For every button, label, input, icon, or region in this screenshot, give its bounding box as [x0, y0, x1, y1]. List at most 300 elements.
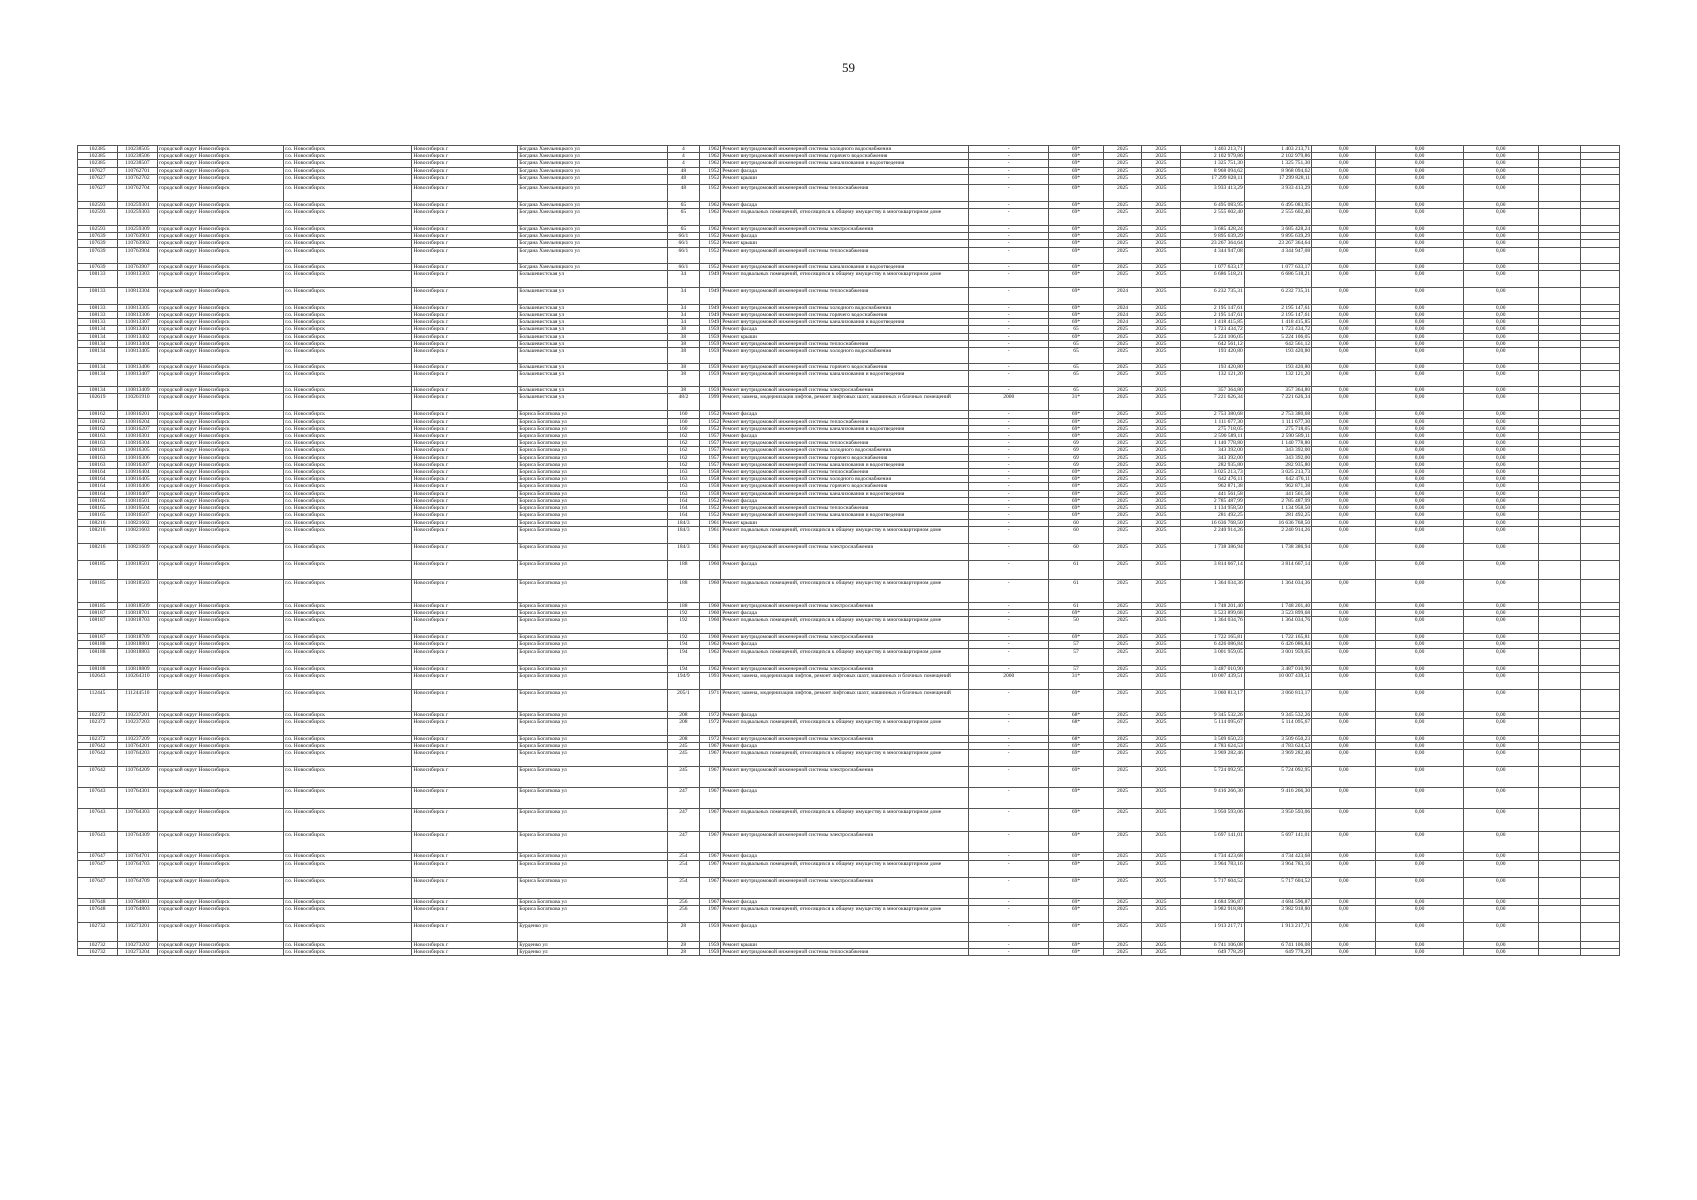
cell-street: Бурденко ул — [518, 941, 668, 948]
cell-mo: г.о. Новосибирск — [284, 648, 412, 665]
cell-f3: 0,00 — [1463, 184, 1538, 201]
cell-f2: 0,00 — [1376, 579, 1464, 602]
cell-f3: 0,00 — [1463, 743, 1538, 750]
cell-year: 1952 — [699, 411, 720, 418]
cell-mo: г.о. Новосибирск — [284, 201, 412, 208]
cell-to: 2025 — [1142, 319, 1180, 326]
cell-mo: г.о. Новосибирск — [284, 348, 412, 364]
cell-from: 2025 — [1103, 672, 1141, 689]
cell-street: Бориса Богаткова ул — [518, 483, 668, 490]
cell-plan: 69* — [1049, 209, 1103, 226]
cell-empty — [1581, 226, 1620, 233]
cell-locality: Новосибирск г — [412, 167, 518, 174]
cell-lift: - — [969, 476, 1049, 483]
cell-year: 1952 — [699, 247, 720, 263]
cell-plan: 69* — [1049, 433, 1103, 440]
cell-cost: 17 299 828,11 — [1180, 174, 1244, 184]
cell-code: 110764301 — [117, 788, 158, 809]
cell-mo: г.о. Новосибирск — [284, 476, 412, 483]
cell-empty — [1538, 743, 1581, 750]
cell-locality: Новосибирск г — [412, 333, 518, 340]
cell-f3: 0,00 — [1463, 454, 1538, 461]
cell-mo: г.о. Новосибирск — [284, 860, 412, 877]
cell-house: 245 — [667, 767, 699, 788]
cell-work: Ремонт внутридомовой инженерной системы горячего водоснабжения — [721, 153, 969, 160]
cell-year: 1959 — [699, 387, 720, 394]
cell-f3: 0,00 — [1463, 490, 1538, 497]
table-row — [78, 689, 1620, 711]
cell-locality: Новосибирск г — [412, 941, 518, 948]
cell-house: 160 — [667, 411, 699, 418]
cell-code: 110813307 — [117, 319, 158, 326]
cell-empty — [1581, 519, 1620, 526]
cell-from: 2025 — [1103, 609, 1141, 616]
cell-f2: 0,00 — [1376, 788, 1464, 809]
cell-code: 110763907 — [117, 263, 158, 270]
cell-to: 2025 — [1142, 209, 1180, 226]
cell-empty — [1538, 560, 1581, 579]
cell-lift: - — [969, 326, 1049, 333]
cell-code: 110273201 — [117, 922, 158, 941]
cell-year: 1959 — [699, 333, 720, 340]
cell-work: Ремонт фасада — [721, 201, 969, 208]
cell-f3: 0,00 — [1463, 711, 1538, 718]
cell-district: городской округ Новосибирск — [158, 718, 284, 735]
cell-f2: 0,00 — [1376, 505, 1464, 512]
cell-f1: 0,00 — [1312, 634, 1376, 641]
cell-work: Ремонт внутридомовой инженерной системы канализования и водоотведения — [721, 371, 969, 387]
cell-work: Ремонт внутридомовой инженерной системы теплоснабжения — [721, 948, 969, 955]
cell-total: 275 718,05 — [1244, 425, 1311, 432]
cell-empty — [1538, 579, 1581, 602]
cell-year: 1949 — [699, 304, 720, 311]
cell-cost: 1 403 213,71 — [1180, 146, 1244, 153]
cell-code: 110816507 — [117, 512, 158, 519]
cell-empty — [1581, 418, 1620, 425]
cell-street: Бориса Богаткова ул — [518, 832, 668, 853]
cell-code: 110813305 — [117, 304, 158, 311]
cell-plan: 69* — [1049, 877, 1103, 898]
cell-f3: 0,00 — [1463, 579, 1538, 602]
cell-district: городской округ Новосибирск — [158, 440, 284, 447]
cell-locality: Новосибирск г — [412, 433, 518, 440]
cell-cost: 1 077 633,17 — [1180, 263, 1244, 270]
cell-house: 162 — [667, 440, 699, 447]
cell-mo: г.о. Новосибирск — [284, 247, 412, 263]
cell-total: 2 785 487,99 — [1244, 497, 1311, 504]
cell-f3: 0,00 — [1463, 425, 1538, 432]
cell-f3: 0,00 — [1463, 201, 1538, 208]
cell-f1: 0,00 — [1312, 153, 1376, 160]
cell-street: Большевистская ул — [518, 364, 668, 371]
cell-code: 110764709 — [117, 877, 158, 898]
cell-street: Большевистская ул — [518, 340, 668, 347]
cell-plan: 69* — [1049, 226, 1103, 233]
cell-empty — [1538, 853, 1581, 860]
cell-district: городской округ Новосибирск — [158, 512, 284, 519]
cell-plan: 69* — [1049, 898, 1103, 905]
cell-locality: Новосибирск г — [412, 743, 518, 750]
cell-f1: 0,00 — [1312, 209, 1376, 226]
cell-id: 108164 — [78, 469, 118, 476]
cell-locality: Новосибирск г — [412, 860, 518, 877]
cell-lift: - — [969, 609, 1049, 616]
cell-district: городской округ Новосибирск — [158, 364, 284, 371]
cell-cost: 1 325 751,30 — [1180, 160, 1244, 167]
cell-lift: - — [969, 469, 1049, 476]
cell-plan: 69* — [1049, 469, 1103, 476]
cell-street: Бориса Богаткова ул — [518, 512, 668, 519]
table-row — [78, 718, 1620, 735]
cell-cost: 1 364 034,36 — [1180, 579, 1244, 602]
cell-cost: 1 913 217,71 — [1180, 922, 1244, 941]
cell-total: 17 299 828,11 — [1244, 174, 1311, 184]
cell-work: Ремонт подвальных помещений, относящихся к общему имуществу в многоквартирном доме — [721, 270, 969, 287]
cell-total: 357 364,80 — [1244, 387, 1311, 394]
cell-from: 2025 — [1103, 617, 1141, 634]
cell-empty — [1538, 387, 1581, 394]
cell-total: 5 724 092,95 — [1244, 767, 1311, 788]
cell-cost: 6 495 083,95 — [1180, 201, 1244, 208]
cell-work: Ремонт внутридомовой инженерной системы теплоснабжения — [721, 184, 969, 201]
cell-f1: 0,00 — [1312, 174, 1376, 184]
cell-code: 110764201 — [117, 743, 158, 750]
table-row — [78, 648, 1620, 665]
cell-work: Ремонт внутридомовой инженерной системы электроснабжения — [721, 767, 969, 788]
cell-district: городской округ Новосибирск — [158, 476, 284, 483]
cell-id: 107648 — [78, 905, 118, 922]
cell-f2: 0,00 — [1376, 922, 1464, 941]
cell-year: 1957 — [699, 447, 720, 454]
cell-total: 3 814 667,14 — [1244, 560, 1311, 579]
cell-empty — [1581, 184, 1620, 201]
cell-f1: 0,00 — [1312, 767, 1376, 788]
cell-cost: 2 195 147,61 — [1180, 312, 1244, 319]
cell-f3: 0,00 — [1463, 167, 1538, 174]
cell-to: 2025 — [1142, 832, 1180, 853]
cell-cost: 23 267 364,64 — [1180, 240, 1244, 247]
cell-district: городской округ Новосибирск — [158, 160, 284, 167]
cell-plan: 50 — [1049, 617, 1103, 634]
cell-f2: 0,00 — [1376, 497, 1464, 504]
cell-lift: - — [969, 526, 1049, 543]
cell-id: 108164 — [78, 490, 118, 497]
cell-f3: 0,00 — [1463, 174, 1538, 184]
cell-code: 110816406 — [117, 483, 158, 490]
cell-house: 208 — [667, 735, 699, 742]
cell-from: 2025 — [1103, 167, 1141, 174]
cell-district: городской округ Новосибирск — [158, 233, 284, 240]
cell-f1: 0,00 — [1312, 476, 1376, 483]
cell-empty — [1538, 433, 1581, 440]
cell-code: 110818701 — [117, 609, 158, 616]
cell-f3: 0,00 — [1463, 832, 1538, 853]
cell-mo: г.о. Новосибирск — [284, 809, 412, 832]
cell-f1: 0,00 — [1312, 240, 1376, 247]
cell-lift: - — [969, 304, 1049, 311]
cell-mo: г.о. Новосибирск — [284, 743, 412, 750]
cell-to: 2025 — [1142, 476, 1180, 483]
table-row — [78, 519, 1620, 526]
cell-f2: 0,00 — [1376, 454, 1464, 461]
table-row — [78, 767, 1620, 788]
table-row — [78, 340, 1620, 347]
cell-lift: - — [969, 348, 1049, 364]
cell-to: 2025 — [1142, 340, 1180, 347]
cell-district: городской округ Новосибирск — [158, 461, 284, 468]
cell-code: 110238505 — [117, 146, 158, 153]
cell-id: 102643 — [78, 672, 118, 689]
cell-from: 2025 — [1103, 461, 1141, 468]
cell-district: городской округ Новосибирск — [158, 898, 284, 905]
cell-year: 1960 — [699, 609, 720, 616]
cell-cost: 441 561,58 — [1180, 490, 1244, 497]
cell-house: 163 — [667, 483, 699, 490]
cell-district: городской округ Новосибирск — [158, 146, 284, 153]
cell-district: городской округ Новосибирск — [158, 505, 284, 512]
cell-house: 254 — [667, 853, 699, 860]
cell-empty — [1538, 609, 1581, 616]
cell-cost: 3 060 813,17 — [1180, 689, 1244, 711]
cell-code: 110762704 — [117, 184, 158, 201]
cell-mo: г.о. Новосибирск — [284, 543, 412, 560]
cell-total: 9 345 532,26 — [1244, 711, 1311, 718]
cell-f1: 0,00 — [1312, 609, 1376, 616]
cell-house: 184/3 — [667, 519, 699, 526]
cell-lift: - — [969, 689, 1049, 711]
cell-house: 162 — [667, 461, 699, 468]
cell-work: Ремонт внутридомовой инженерной системы канализования и водоотведения — [721, 425, 969, 432]
cell-year: 1961 — [699, 519, 720, 526]
cell-id: 102385 — [78, 146, 118, 153]
cell-f2: 0,00 — [1376, 609, 1464, 616]
cell-id: 107642 — [78, 743, 118, 750]
cell-plan: 69 — [1049, 447, 1103, 454]
cell-lift: - — [969, 877, 1049, 898]
cell-locality: Новосибирск г — [412, 364, 518, 371]
table-row — [78, 233, 1620, 240]
cell-lift: - — [969, 146, 1049, 153]
cell-empty — [1538, 665, 1581, 672]
cell-f3: 0,00 — [1463, 898, 1538, 905]
cell-total: 281 492,25 — [1244, 512, 1311, 519]
cell-f2: 0,00 — [1376, 240, 1464, 247]
cell-cost: 1 140 778,80 — [1180, 440, 1244, 447]
cell-total: 1 418 415,85 — [1244, 319, 1311, 326]
cell-district: городской округ Новосибирск — [158, 490, 284, 497]
cell-total: 3 933 413,29 — [1244, 184, 1311, 201]
cell-f1: 0,00 — [1312, 418, 1376, 425]
cell-mo: г.о. Новосибирск — [284, 634, 412, 641]
cell-from: 2025 — [1103, 579, 1141, 602]
cell-district: городской округ Новосибирск — [158, 922, 284, 941]
cell-to: 2025 — [1142, 167, 1180, 174]
cell-lift: - — [969, 743, 1049, 750]
cell-house: 247 — [667, 809, 699, 832]
cell-f2: 0,00 — [1376, 340, 1464, 347]
cell-total: 3 025 213,73 — [1244, 469, 1311, 476]
cell-house: 188 — [667, 602, 699, 609]
cell-year: 1972 — [699, 735, 720, 742]
cell-mo: г.о. Новосибирск — [284, 665, 412, 672]
cell-id: 108187 — [78, 634, 118, 641]
cell-to: 2025 — [1142, 788, 1180, 809]
table-row — [78, 364, 1620, 371]
cell-empty — [1538, 672, 1581, 689]
cell-house: 48 — [667, 184, 699, 201]
cell-code: 110818501 — [117, 560, 158, 579]
cell-plan: 69* — [1049, 860, 1103, 877]
cell-locality: Новосибирск г — [412, 476, 518, 483]
cell-empty — [1538, 454, 1581, 461]
cell-locality: Новосибирск г — [412, 184, 518, 201]
cell-empty — [1581, 490, 1620, 497]
cell-year: 1959 — [699, 922, 720, 941]
cell-code: 110818803 — [117, 648, 158, 665]
cell-id: 108163 — [78, 461, 118, 468]
cell-cost: 2 555 602,40 — [1180, 209, 1244, 226]
cell-street: Большевистская ул — [518, 312, 668, 319]
cell-mo: г.о. Новосибирск — [284, 387, 412, 394]
cell-work: Ремонт, замена, модернизация лифтов, ремонт лифтовых шахт, машинных и блочных помещений — [721, 689, 969, 711]
cell-id: 107642 — [78, 750, 118, 767]
cell-empty — [1581, 348, 1620, 364]
cell-district: городской округ Новосибирск — [158, 750, 284, 767]
cell-house: 184/3 — [667, 543, 699, 560]
cell-locality: Новосибирск г — [412, 898, 518, 905]
cell-total: 3 523 899,68 — [1244, 609, 1311, 616]
cell-from: 2025 — [1103, 387, 1141, 394]
cell-lift: - — [969, 767, 1049, 788]
cell-mo: г.о. Новосибирск — [284, 174, 412, 184]
cell-work: Ремонт фасада — [721, 326, 969, 333]
cell-to: 2025 — [1142, 877, 1180, 898]
cell-work: Ремонт внутридомовой инженерной системы канализования и водоотведения — [721, 461, 969, 468]
cell-f1: 0,00 — [1312, 735, 1376, 742]
cell-work: Ремонт подвальных помещений, относящихся к общему имуществу в многоквартирном доме — [721, 617, 969, 634]
cell-to: 2025 — [1142, 201, 1180, 208]
cell-f1: 0,00 — [1312, 788, 1376, 809]
cell-house: 65 — [667, 201, 699, 208]
cell-street: Богдана Хмельницкого ул — [518, 226, 668, 233]
cell-id: 108188 — [78, 641, 118, 648]
cell-cost: 3 814 667,14 — [1180, 560, 1244, 579]
cell-f1: 0,00 — [1312, 832, 1376, 853]
cell-id: 107647 — [78, 860, 118, 877]
cell-empty — [1538, 483, 1581, 490]
cell-street: Богдана Хмельницкого ул — [518, 184, 668, 201]
cell-f2: 0,00 — [1376, 898, 1464, 905]
cell-work: Ремонт внутридомовой инженерной системы электроснабжения — [721, 602, 969, 609]
cell-plan: 69* — [1049, 512, 1103, 519]
cell-year: 1959 — [699, 340, 720, 347]
cell-district: городской округ Новосибирск — [158, 418, 284, 425]
cell-cost: 6 232 735,31 — [1180, 287, 1244, 304]
table-row — [78, 184, 1620, 201]
cell-to: 2025 — [1142, 560, 1180, 579]
table-row — [78, 476, 1620, 483]
cell-code: 110764203 — [117, 750, 158, 767]
cell-street: Бориса Богаткова ул — [518, 672, 668, 689]
cell-plan: 69* — [1049, 609, 1103, 616]
cell-plan: 69* — [1049, 905, 1103, 922]
cell-lift: - — [969, 340, 1049, 347]
cell-year: 1949 — [699, 319, 720, 326]
cell-from: 2025 — [1103, 543, 1141, 560]
cell-locality: Новосибирск г — [412, 788, 518, 809]
cell-work: Ремонт внутридомовой инженерной системы теплоснабжения — [721, 287, 969, 304]
cell-f2: 0,00 — [1376, 877, 1464, 898]
cell-mo: г.о. Новосибирск — [284, 340, 412, 347]
cell-total: 6 232 735,31 — [1244, 287, 1311, 304]
cell-code: 110764701 — [117, 853, 158, 860]
cell-f2: 0,00 — [1376, 711, 1464, 718]
cell-total: 3 487 010,90 — [1244, 665, 1311, 672]
cell-f1: 0,00 — [1312, 433, 1376, 440]
cell-street: Бориса Богаткова ул — [518, 469, 668, 476]
cell-work: Ремонт фасада — [721, 497, 969, 504]
cell-f1: 0,00 — [1312, 201, 1376, 208]
cell-total: 343 392,00 — [1244, 447, 1311, 454]
cell-f3: 0,00 — [1463, 371, 1538, 387]
cell-f1: 0,00 — [1312, 519, 1376, 526]
cell-f2: 0,00 — [1376, 809, 1464, 832]
cell-house: 4 — [667, 146, 699, 153]
cell-work: Ремонт внутридомовой инженерной системы теплоснабжения — [721, 340, 969, 347]
cell-f2: 0,00 — [1376, 665, 1464, 672]
cell-to: 2025 — [1142, 922, 1180, 941]
cell-work: Ремонт фасада — [721, 922, 969, 941]
cell-mo: г.о. Новосибирск — [284, 371, 412, 387]
cell-empty — [1538, 922, 1581, 941]
cell-lift: - — [969, 641, 1049, 648]
cell-f2: 0,00 — [1376, 160, 1464, 167]
cell-district: городской округ Новосибирск — [158, 648, 284, 665]
table-row — [78, 263, 1620, 270]
cell-mo: г.о. Новосибирск — [284, 922, 412, 941]
cell-plan: 69* — [1049, 689, 1103, 711]
cell-district: городской округ Новосибирск — [158, 263, 284, 270]
cell-year: 1962 — [699, 665, 720, 672]
cell-empty — [1538, 617, 1581, 634]
cell-house: 247 — [667, 832, 699, 853]
cell-cost: 2 240 914,26 — [1180, 526, 1244, 543]
cell-empty — [1538, 860, 1581, 877]
cell-plan: 57 — [1049, 641, 1103, 648]
cell-house: 164 — [667, 512, 699, 519]
cell-year: 1962 — [699, 648, 720, 665]
cell-code: 110813409 — [117, 387, 158, 394]
cell-street: Большевистская ул — [518, 394, 668, 411]
cell-to: 2025 — [1142, 153, 1180, 160]
cell-from: 2025 — [1103, 853, 1141, 860]
cell-year: 1967 — [699, 877, 720, 898]
cell-empty — [1538, 348, 1581, 364]
cell-code: 110762701 — [117, 167, 158, 174]
cell-district: городской округ Новосибирск — [158, 617, 284, 634]
cell-work: Ремонт подвальных помещений, относящихся к общему имуществу в многоквартирном доме — [721, 809, 969, 832]
cell-work: Ремонт фасада — [721, 898, 969, 905]
cell-f2: 0,00 — [1376, 425, 1464, 432]
cell-id: 108133 — [78, 319, 118, 326]
cell-f1: 0,00 — [1312, 860, 1376, 877]
cell-street: Бориса Богаткова ул — [518, 743, 668, 750]
cell-f1: 0,00 — [1312, 440, 1376, 447]
cell-empty — [1581, 270, 1620, 287]
cell-f2: 0,00 — [1376, 348, 1464, 364]
cell-locality: Новосибирск г — [412, 877, 518, 898]
cell-plan: 69* — [1049, 153, 1103, 160]
